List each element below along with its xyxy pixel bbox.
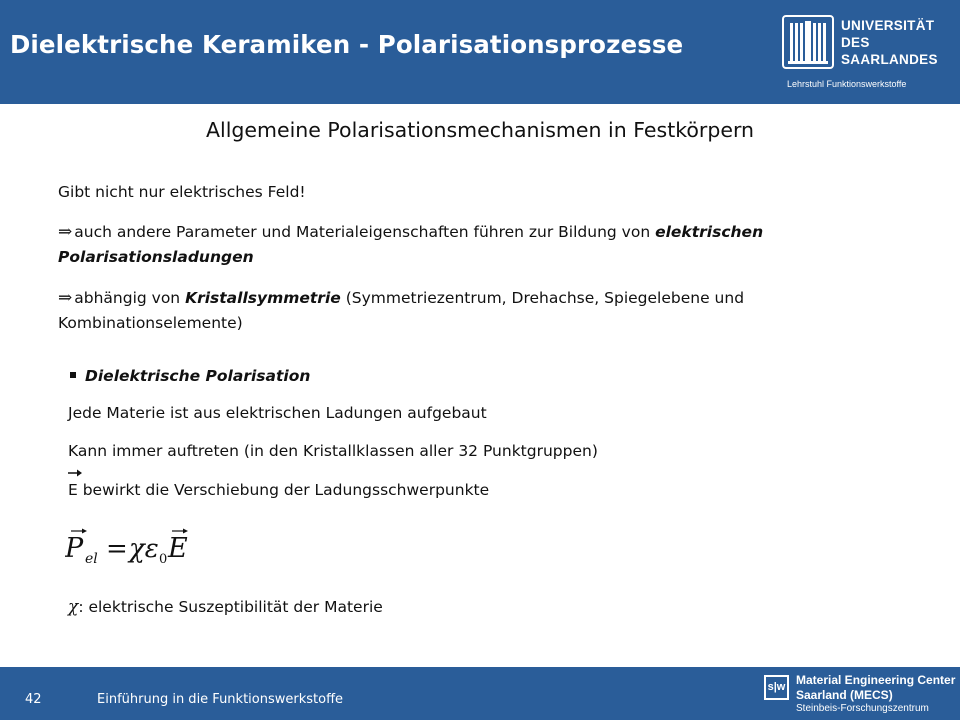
polarisation-formula — [65, 525, 205, 569]
chi-symbol: χ — [68, 597, 79, 617]
svg-text:el: el — [85, 551, 98, 567]
mecs-name-line-2: Saarland (MECS) — [796, 688, 893, 702]
section-line-1: Jede Materie ist aus elektrischen Ladungen aufgebaut — [68, 404, 487, 422]
university-name: UNIVERSITÄT DES SAARLANDES — [841, 18, 938, 67]
section-heading: Dielektrische Polarisation — [70, 367, 310, 385]
intro-item-1: ⇒ auch andere Parameter und Materialeigenschaften führen zur Bildung von elektrischen — [58, 222, 764, 242]
intro-item-2: ⇒ abhängig von Kristallsymmetrie (Symmetriezentrum, Drehachse, Spiegelebene und — [58, 288, 745, 308]
chi-definition: χ: elektrische Suszeptibilität der Materie — [68, 597, 383, 617]
page-number: 42 — [25, 692, 42, 707]
section-line-2: Kann immer auftreten (in den Kristallklassen aller 32 Punktgruppen) — [68, 442, 598, 460]
svg-text:=: = — [106, 534, 128, 564]
mecs-name-line-1: Material Engineering Center — [796, 673, 956, 687]
course-title: Einführung in die Funktionswerkstoffe — [97, 692, 344, 707]
intro-line: Gibt nicht nur elektrisches Feld! — [58, 183, 306, 201]
svg-text:χε: χε — [129, 534, 159, 564]
vector-arrow-icon — [67, 469, 83, 477]
slide-title: Dielektrische Keramiken - Polarisationsprozesse — [10, 30, 684, 59]
intro-item-1-cont: Polarisationsladungen — [58, 248, 254, 266]
implies-arrow-icon: ⇒ — [58, 222, 73, 242]
svg-text:E: E — [168, 533, 188, 564]
university-seal-icon — [782, 15, 834, 69]
mecs-name-line-3: Steinbeis-Forschungszentrum — [796, 703, 929, 714]
mecs-logo-icon: s|w — [764, 675, 789, 700]
svg-text:0: 0 — [159, 552, 168, 567]
bullet-icon — [70, 372, 76, 378]
slide-subtitle: Allgemeine Polarisationsmechanismen in Festkörpern — [205, 118, 755, 142]
section-line-3: E bewirkt die Verschiebung der Ladungsschwerpunkte — [68, 481, 490, 499]
chair-label: Lehrstuhl Funktionswerkstoffe — [787, 79, 907, 89]
implies-arrow-icon: ⇒ — [58, 288, 73, 308]
intro-item-2-cont: Kombinationselemente) — [58, 314, 243, 332]
svg-text:P: P — [65, 533, 84, 564]
